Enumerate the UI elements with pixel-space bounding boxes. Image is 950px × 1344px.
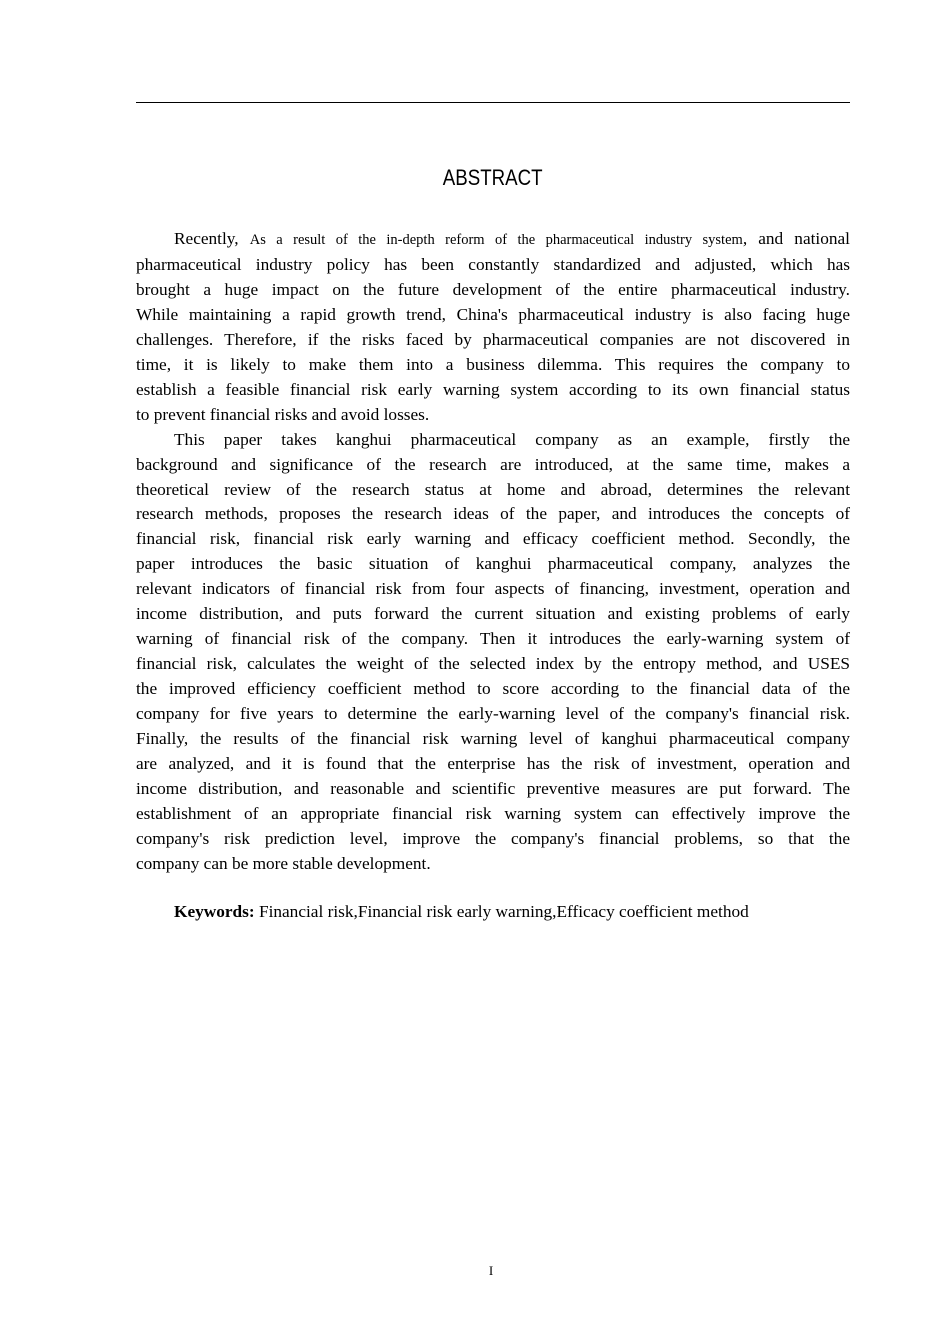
text-line: are analyzed, and it is found that the enterprise has the risk of investment, operation and bbox=[136, 754, 850, 774]
text-run-small: As a result of the in-depth reform of the pharmaceutical industry system bbox=[249, 232, 743, 248]
header-rule bbox=[136, 102, 850, 103]
text-line: financial risk, calculates the weight of the selected index by the entropy method, and USES bbox=[136, 654, 850, 674]
text-line: company can be more stable development. bbox=[136, 853, 431, 873]
text-line: the improved efficiency coefficient method to score according to the financial data of the bbox=[136, 679, 850, 699]
page-number: I bbox=[488, 1263, 494, 1278]
text-line: establish a feasible financial risk early warning system according to its own financial status bbox=[136, 379, 850, 399]
text-line: This paper takes kanghui pharmaceutical company as an example, firstly the bbox=[174, 429, 850, 449]
text-line: to prevent financial risks and avoid losses. bbox=[136, 404, 430, 424]
text-line: financial risk, financial risk early warning and efficacy coefficient method. Secondly, the bbox=[136, 529, 850, 549]
text-line: company for five years to determine the early-warning level of the company's financial risk. bbox=[136, 704, 850, 724]
text-line: establishment of an appropriate financial risk warning system can effectively improve the bbox=[136, 803, 850, 823]
text-run: Recently, bbox=[174, 229, 250, 248]
title-text: ABSTRACT bbox=[443, 165, 543, 190]
text-line: relevant indicators of financial risk from four aspects of financing, investment, operation and bbox=[136, 579, 850, 599]
text-line: warning of financial risk of the company. Then it introduces the early-warning system of bbox=[136, 629, 850, 649]
text-line: research methods, proposes the research ideas of the paper, and introduces the concepts of bbox=[136, 504, 850, 524]
text-line: While maintaining a rapid growth trend, China's pharmaceutical industry is also facing huge bbox=[136, 304, 850, 324]
text-line: brought a huge impact on the future development of the entire pharmaceutical industry. bbox=[136, 279, 850, 299]
text-line: challenges. Therefore, if the risks faced by pharmaceutical companies are not discovered in bbox=[136, 329, 850, 349]
text-line: theoretical review of the research status at home and abroad, determines the relevant bbox=[136, 479, 850, 499]
text-line: income distribution, and puts forward the current situation and existing problems of early bbox=[136, 604, 850, 624]
paragraph-1 bbox=[136, 227, 850, 428]
text-line: company's risk prediction level, improve the company's financial problems, so that the bbox=[136, 828, 850, 848]
text-line: income distribution, and reasonable and scientific preventive measures are put forward. The bbox=[136, 778, 850, 798]
text-line: paper introduces the basic situation of kanghui pharmaceutical company, analyzes the bbox=[136, 554, 850, 574]
text-line bbox=[136, 227, 850, 253]
abstract-title bbox=[0, 164, 950, 192]
keywords-value: Financial risk,Financial risk early warning,Efficacy coefficient method bbox=[254, 902, 749, 921]
text-line: background and significance of the research are introduced, at the same time, makes a bbox=[136, 454, 850, 474]
text-line: pharmaceutical industry policy has been constantly standardized and adjusted, which has bbox=[136, 254, 850, 274]
keywords bbox=[174, 899, 749, 924]
paragraph-2 bbox=[136, 428, 850, 877]
text-run: , and national bbox=[742, 229, 850, 248]
text-line: Finally, the results of the financial risk warning level of kanghui pharmaceutical company bbox=[136, 729, 850, 749]
text-line: time, it is likely to make them into a business dilemma. This requires the company to bbox=[136, 354, 850, 374]
keywords-label: Keywords: bbox=[174, 902, 255, 921]
abstract-body bbox=[136, 227, 850, 877]
